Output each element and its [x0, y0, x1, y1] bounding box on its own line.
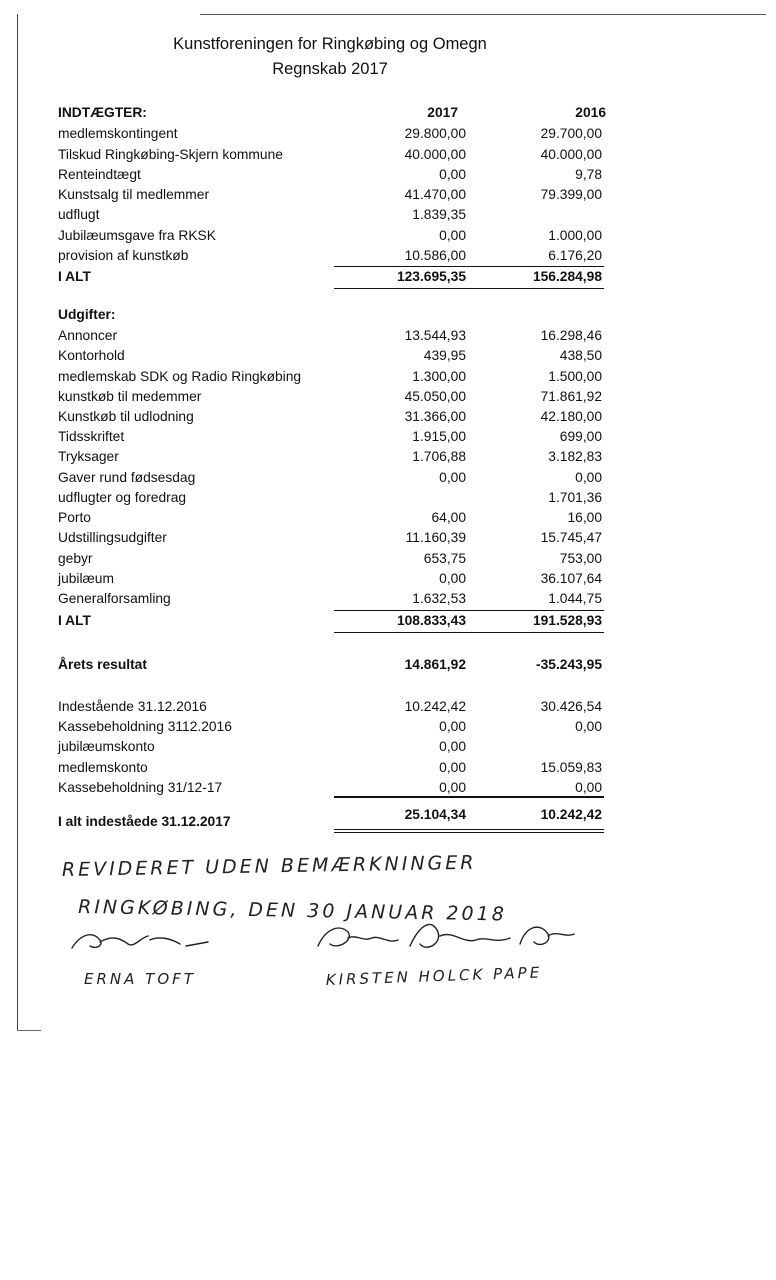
value-2017: 0,00: [439, 167, 466, 182]
row-label: udflugter og foredrag: [58, 490, 187, 505]
row-label: Årets resultat: [58, 657, 147, 672]
row-label: medlemskontingent: [58, 126, 178, 141]
income-heading: INDTÆGTER:: [58, 105, 147, 120]
value-2017: 40.000,00: [404, 147, 466, 162]
income-subtotal-rule: [334, 266, 604, 267]
row-label: Tilskud Ringkøbing-Skjern kommune: [58, 147, 283, 162]
value-2016: 753,00: [559, 551, 602, 566]
value-2016: 10.242,42: [540, 807, 602, 822]
row-label: provision af kunstkøb: [58, 248, 189, 263]
document-title: Kunstforeningen for Ringkøbing og Omegn: [173, 35, 487, 53]
value-2016: 79.399,00: [540, 187, 602, 202]
row-label: Generalforsamling: [58, 591, 171, 606]
row-label: Tryksager: [58, 449, 119, 464]
value-2017: 0,00: [439, 719, 466, 734]
value-2017: 0,00: [439, 739, 466, 754]
value-2016: 1.000,00: [548, 228, 602, 243]
row-label: I ALT: [58, 269, 91, 284]
signature-1-scribble: [72, 935, 208, 948]
balance-total-rule-2: [334, 832, 604, 833]
value-2016: 699,00: [559, 429, 602, 444]
value-2016: 29.700,00: [540, 126, 602, 141]
value-2017: 45.050,00: [404, 389, 466, 404]
document-subtitle: Regnskab 2017: [272, 60, 388, 78]
value-2016: 0,00: [575, 470, 602, 485]
signature-2-scribble: [318, 924, 574, 947]
value-2016: 1.701,36: [548, 490, 602, 505]
value-2017: 0,00: [439, 780, 466, 795]
expenses-subtotal-rule: [334, 610, 604, 611]
value-2017: 25.104,34: [404, 807, 466, 822]
value-2017: 108.833,43: [396, 613, 466, 628]
row-label: gebyr: [58, 551, 93, 566]
row-label: Indestående 31.12.2016: [58, 699, 207, 714]
row-label: Porto: [58, 510, 91, 525]
balance-total-rule-1: [334, 829, 604, 830]
audit-note-line1: REVIDERET UDEN BEMÆRKNINGER: [61, 851, 477, 881]
value-2017: 653,75: [423, 551, 466, 566]
signer1-name: ERNA TOFT: [84, 970, 196, 988]
value-2017: 13.544,93: [404, 328, 466, 343]
value-2017: 14.861,92: [404, 657, 466, 672]
row-label: medlemskonto: [58, 760, 148, 775]
value-2017: 10.242,42: [404, 699, 466, 714]
value-2016: 40.000,00: [540, 147, 602, 162]
row-label: Annoncer: [58, 328, 118, 343]
value-2017: 31.366,00: [404, 409, 466, 424]
row-label: Gaver rund fødsesdag: [58, 470, 196, 485]
value-2016: -35.243,95: [536, 657, 602, 672]
row-label: Jubilæumsgave fra RKSK: [58, 228, 216, 243]
row-label: jubilæum: [58, 571, 114, 586]
row-label: jubilæumskonto: [58, 739, 155, 754]
balance-subtotal-rule: [334, 796, 604, 798]
signer2-name: KIRSTEN HOLCK PAPE: [325, 963, 543, 989]
value-2016: 16.298,46: [540, 328, 602, 343]
value-2016: 30.426,54: [540, 699, 602, 714]
value-2016: 156.284,98: [532, 269, 602, 284]
value-2016: 1.044,75: [548, 591, 602, 606]
income-total-rule: [334, 288, 604, 289]
value-2017: 1.915,00: [412, 429, 466, 444]
page-top-rule: [200, 14, 766, 15]
row-label: I ALT: [58, 613, 91, 628]
value-2016: 1.500,00: [548, 369, 602, 384]
value-2016: 15.745,47: [540, 530, 602, 545]
value-2017: 0,00: [439, 228, 466, 243]
row-label: kunstkøb til medemmer: [58, 389, 202, 404]
row-label: Kassebeholdning 31/12-17: [58, 780, 223, 795]
value-2017: 0,00: [439, 470, 466, 485]
value-2016: 16,00: [567, 510, 602, 525]
column-2017-header: 2017: [427, 105, 458, 120]
value-2017: 41.470,00: [404, 187, 466, 202]
value-2017: 1.300,00: [412, 369, 466, 384]
value-2017: 0,00: [439, 571, 466, 586]
value-2016: 0,00: [575, 719, 602, 734]
value-2016: 0,00: [575, 780, 602, 795]
value-2017: 10.586,00: [404, 248, 466, 263]
value-2016: 3.182,83: [548, 449, 602, 464]
value-2016: 15.059,83: [540, 760, 602, 775]
value-2017: 1.839,35: [412, 207, 466, 222]
row-label: Kassebeholdning 3112.2016: [58, 719, 232, 734]
row-label: udflugt: [58, 207, 100, 222]
value-2017: 64,00: [431, 510, 466, 525]
row-label: I alt indeståede 31.12.2017: [58, 814, 231, 829]
row-label: Kontorhold: [58, 348, 125, 363]
page-left-tick: [17, 1030, 41, 1031]
audit-note-line2: RINGKØBING, DEN 30 JANUAR 2018: [77, 896, 507, 926]
expenses-heading: Udgifter:: [58, 307, 116, 322]
value-2016: 36.107,64: [540, 571, 602, 586]
value-2017: 439,95: [423, 348, 466, 363]
row-label: Tidsskriftet: [58, 429, 125, 444]
row-label: Renteindtægt: [58, 167, 141, 182]
column-2016-header: 2016: [575, 105, 606, 120]
row-label: Kunstsalg til medlemmer: [58, 187, 210, 202]
row-label: Udstillingsudgifter: [58, 530, 167, 545]
row-label: Kunstkøb til udlodning: [58, 409, 194, 424]
value-2017: 1.632,53: [412, 591, 466, 606]
value-2017: 123.695,35: [396, 269, 466, 284]
value-2017: 0,00: [439, 760, 466, 775]
value-2016: 9,78: [575, 167, 602, 182]
value-2016: 191.528,93: [532, 613, 602, 628]
value-2017: 29.800,00: [404, 126, 466, 141]
row-label: medlemskab SDK og Radio Ringkøbing: [58, 369, 302, 384]
value-2016: 42.180,00: [540, 409, 602, 424]
expenses-total-rule: [334, 632, 604, 633]
value-2016: 6.176,20: [548, 248, 602, 263]
value-2016: 438,50: [559, 348, 602, 363]
value-2017: 11.160,39: [405, 530, 466, 545]
value-2017: 1.706,88: [412, 449, 466, 464]
page-left-rule: [17, 14, 18, 1030]
value-2016: 71.861,92: [540, 389, 602, 404]
